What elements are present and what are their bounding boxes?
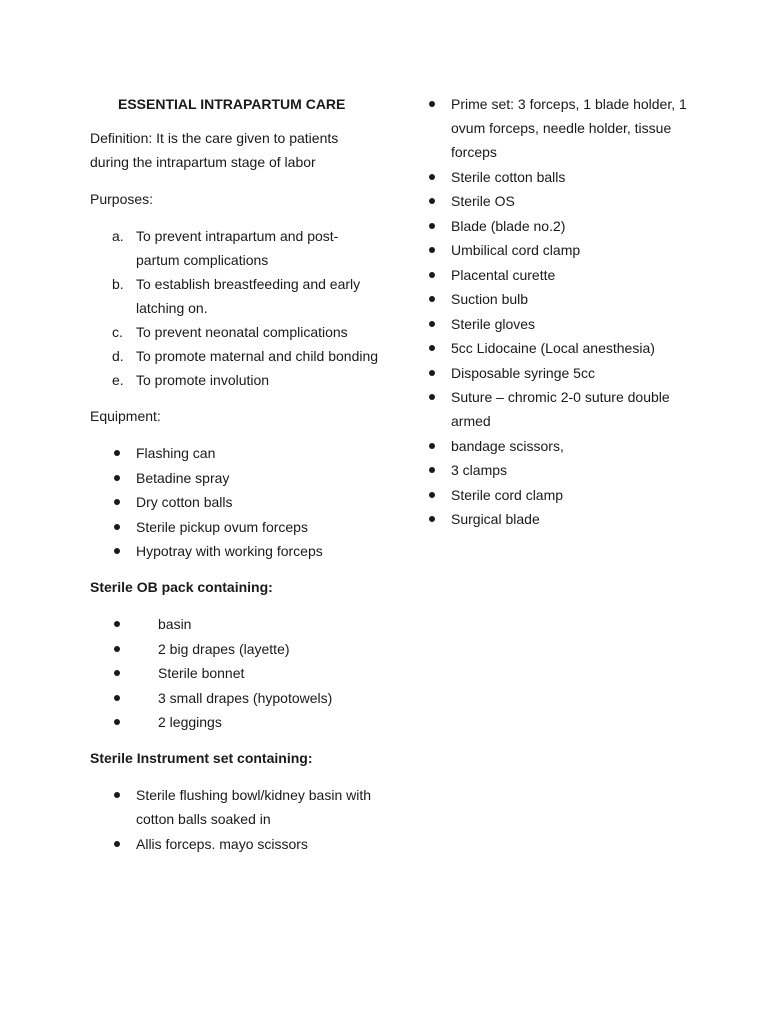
equipment-item-text: Flashing can [136, 445, 216, 461]
definition-text: Definition: It is the care given to patients during the intrapartum stage of labor [90, 130, 339, 170]
purpose-text: To promote involution [136, 372, 270, 388]
bullet-icon [114, 719, 120, 725]
bullet-icon [429, 370, 435, 376]
instrument-item [428, 336, 688, 360]
instrument-item-text: Umbilical cord clamp [451, 242, 581, 258]
instrument-item-text: bandage scissors, [451, 437, 564, 454]
bullet-icon [429, 467, 435, 473]
purpose-item [90, 224, 380, 272]
bullet-icon [429, 198, 435, 204]
purpose-marker: a. [112, 228, 124, 244]
purposes-heading: Purposes: [90, 191, 154, 207]
purpose-marker: c. [112, 324, 123, 340]
instrument-item-text: Allis forceps. mayo scissors [136, 835, 308, 852]
bullet-icon [114, 792, 120, 798]
left-column [90, 92, 380, 868]
bullet-icon [114, 695, 120, 701]
bullet-icon [429, 174, 435, 180]
instrument-item [428, 458, 688, 482]
instrument-item-text: 3 clamps [451, 462, 508, 478]
purpose-marker: e. [112, 372, 124, 388]
bullet-icon [114, 548, 120, 554]
bullet-icon [114, 621, 120, 627]
bullet-icon [429, 492, 435, 498]
equipment-item-text: Sterile pickup ovum forceps [136, 518, 308, 535]
ob-pack-item [90, 612, 380, 636]
bullet-icon [429, 101, 435, 107]
instrument-item-text: Sterile flushing bowl/kidney basin with cotton balls soaked in [136, 787, 372, 827]
equipment-item [90, 539, 380, 563]
instrument-item [428, 263, 688, 287]
purpose-text: To prevent neonatal complications [136, 324, 348, 340]
bullet-icon [429, 394, 435, 400]
instrument-item-text: Suction bulb [451, 291, 529, 307]
instrument-item [428, 189, 688, 213]
instrument-item [428, 483, 688, 507]
purpose-item [90, 344, 380, 368]
instrument-item [428, 434, 688, 458]
ob-pack-item-text: 2 big drapes (layette) [158, 640, 290, 657]
ob-pack-item-text: Sterile bonnet [158, 665, 245, 681]
instrument-item [428, 385, 688, 433]
equipment-list [90, 441, 380, 563]
right-column [428, 92, 688, 543]
equipment-item-text: Betadine spray [136, 469, 230, 486]
instrument-item [90, 832, 380, 856]
purpose-text: To prevent intrapartum and post-partum complications [136, 228, 339, 268]
equipment-item-text: Hypotray with working forceps [136, 543, 323, 559]
ob-pack-item-text: 3 small drapes (hypotowels) [158, 689, 333, 706]
ob-pack-item [90, 661, 380, 685]
purpose-marker: d. [112, 348, 124, 364]
instrument-item-text: Sterile gloves [451, 315, 536, 332]
ob-pack-item [90, 710, 380, 734]
purposes-list [90, 224, 380, 392]
bullet-icon [114, 841, 120, 847]
instrument-item [428, 287, 688, 311]
bullet-icon [429, 247, 435, 253]
document-title: ESSENTIAL INTRAPARTUM CARE [118, 96, 346, 112]
instrument-item [428, 92, 688, 164]
ob-pack-heading: Sterile OB pack containing: [90, 579, 273, 595]
equipment-item [90, 515, 380, 539]
bullet-icon [429, 345, 435, 351]
instrument-item [428, 507, 688, 531]
instrument-item-text: Surgical blade [451, 511, 540, 527]
instrument-item-text: Sterile cord clamp [451, 486, 564, 503]
equipment-heading: Equipment: [90, 408, 161, 424]
ob-pack-item [90, 637, 380, 661]
instrument-set-heading: Sterile Instrument set containing: [90, 750, 313, 766]
bullet-icon [429, 272, 435, 278]
instrument-item [428, 312, 688, 336]
purpose-text: To establish breastfeeding and early latching on. [136, 276, 361, 316]
bullet-icon [114, 450, 120, 456]
bullet-icon [114, 524, 120, 530]
instrument-item [428, 214, 688, 238]
purpose-item [90, 320, 380, 344]
purpose-text: To promote maternal and child bonding [136, 348, 379, 364]
instrument-item [90, 783, 380, 831]
instrument-item-text: Prime set: 3 forceps, 1 blade holder, 1 ovum forceps, needle holder, tissue forceps [451, 96, 687, 160]
instrument-item-text: 5cc Lidocaine (Local anesthesia) [451, 340, 655, 356]
purpose-marker: b. [112, 276, 124, 292]
instrument-item [428, 238, 688, 262]
equipment-item [90, 490, 380, 514]
ob-pack-list [90, 612, 380, 734]
bullet-icon [114, 499, 120, 505]
instrument-item-text: Placental curette [451, 266, 556, 283]
instrument-item [428, 165, 688, 189]
instrument-item-text: Sterile cotton balls [451, 168, 566, 185]
bullet-icon [114, 670, 120, 676]
bullet-icon [429, 296, 435, 302]
instrument-item-text: Sterile OS [451, 193, 515, 209]
purpose-item [90, 272, 380, 320]
bullet-icon [114, 475, 120, 481]
bullet-icon [114, 646, 120, 652]
equipment-item [90, 466, 380, 490]
ob-pack-item-text: basin [158, 616, 192, 632]
bullet-icon [429, 443, 435, 449]
instrument-set-list-right [428, 92, 688, 531]
bullet-icon [429, 223, 435, 229]
instrument-set-list-left [90, 783, 380, 856]
equipment-item [90, 441, 380, 465]
ob-pack-item-text: 2 leggings [158, 714, 222, 730]
bullet-icon [429, 516, 435, 522]
instrument-item-text: Disposable syringe 5cc [451, 364, 595, 381]
instrument-item-text: Blade (blade no.2) [451, 217, 566, 234]
bullet-icon [429, 321, 435, 327]
equipment-item-text: Dry cotton balls [136, 494, 233, 510]
instrument-item [428, 361, 688, 385]
ob-pack-item [90, 686, 380, 710]
purpose-item [90, 368, 380, 392]
instrument-item-text: Suture – chromic 2-0 suture double armed [451, 389, 670, 429]
